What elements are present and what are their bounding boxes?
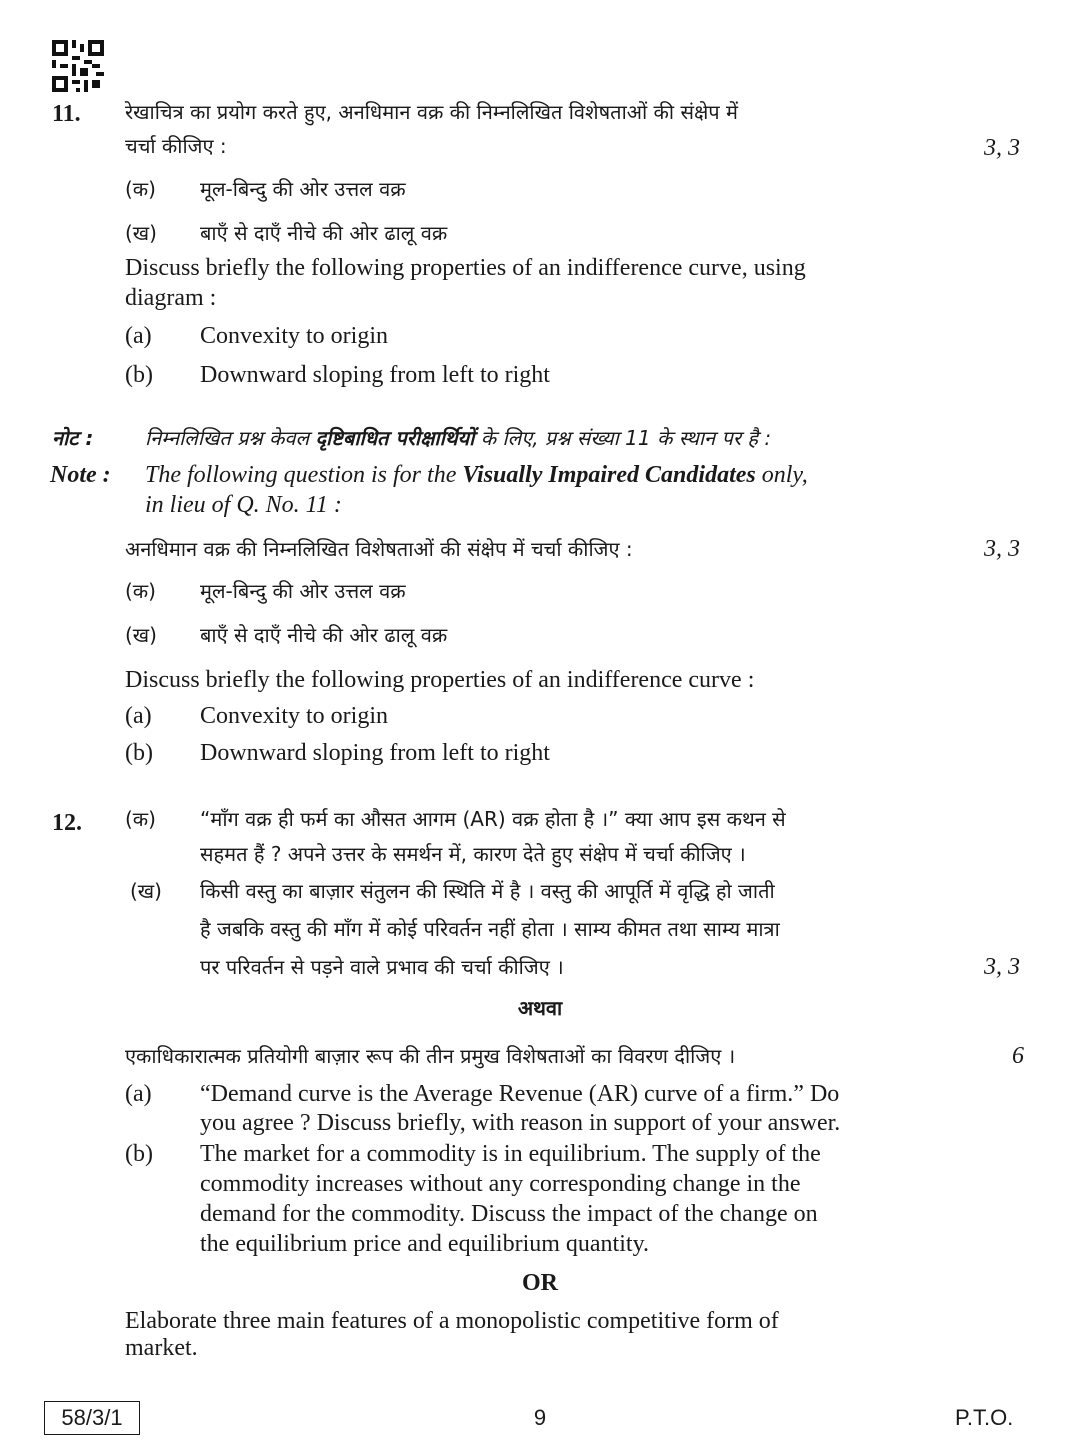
marks: 3, 3: [984, 954, 1020, 980]
alternative-question-hindi: एकाधिकारात्मक प्रतियोगी बाज़ार रूप की तीन प्रमुख विशेषताओं का विवरण दीजिए ।: [125, 1044, 736, 1068]
part-text-hindi: सहमत हैं ? अपने उत्तर के समर्थन में, कारण देते हुए संक्षेप में चर्चा कीजिए ।: [200, 842, 746, 866]
part-text-english: the equilibrium price and equilibrium quantity.: [200, 1231, 650, 1257]
marks: 3, 3: [984, 135, 1020, 161]
note-label-english: Note :: [50, 462, 111, 488]
note-text-english: in lieu of Q. No. 11 :: [145, 492, 342, 518]
part-label: (a): [125, 703, 152, 729]
qr-code-icon: [52, 40, 104, 92]
part-text-english: Convexity to origin: [200, 323, 388, 349]
or-separator-english: OR: [522, 1270, 558, 1296]
part-text-hindi: बाएँ से दाएँ नीचे की ओर ढालू वक्र: [200, 623, 448, 647]
pto-label: P.T.O.: [955, 1405, 1014, 1430]
part-label: (क): [125, 579, 156, 603]
part-text-english: Convexity to origin: [200, 703, 388, 729]
part-text-hindi: “माँग वक्र ही फर्म का औसत आगम (AR) वक्र होता है ।” क्या आप इस कथन से: [200, 807, 786, 831]
part-label: (b): [125, 362, 153, 388]
part-label: (b): [125, 1141, 153, 1167]
part-label: (a): [125, 1081, 152, 1107]
question-number: 12.: [52, 810, 82, 836]
marks: 6: [1012, 1043, 1024, 1069]
part-text-english: demand for the commodity. Discuss the impact of the change on: [200, 1201, 818, 1227]
note-label-hindi: नोट :: [52, 426, 94, 450]
question-text-english: Discuss briefly the following properties of an indifference curve, using: [125, 255, 806, 281]
part-label: (ख): [130, 879, 162, 903]
part-text-english: commodity increases without any corresponding change in the: [200, 1171, 801, 1197]
part-text-hindi: है जबकि वस्तु की माँग में कोई परिवर्तन नहीं होता । साम्य कीमत तथा साम्य मात्रा: [200, 917, 780, 941]
part-text-english: The market for a commodity is in equilibrium. The supply of the: [200, 1141, 821, 1167]
question-text-hindi: अनधिमान वक्र की निम्नलिखित विशेषताओं की संक्षेप में चर्चा कीजिए :: [125, 537, 633, 561]
part-text-english: Downward sloping from left to right: [200, 740, 550, 766]
part-label: (क): [125, 177, 156, 201]
part-text-hindi: मूल-बिन्दु की ओर उत्तल वक्र: [200, 177, 406, 201]
question-text-hindi: रेखाचित्र का प्रयोग करते हुए, अनधिमान वक्र की निम्नलिखित विशेषताओं की संक्षेप में: [125, 100, 738, 124]
question-text-english: diagram :: [125, 285, 217, 311]
or-separator-hindi: अथवा: [517, 996, 563, 1020]
part-text-english: you agree ? Discuss briefly, with reason in support of your answer.: [200, 1110, 841, 1136]
part-text-english: Downward sloping from left to right: [200, 362, 550, 388]
marks: 3, 3: [984, 536, 1020, 562]
paper-code: 58/3/1: [61, 1405, 123, 1430]
question-number: 11.: [52, 101, 81, 127]
part-label: (a): [125, 323, 152, 349]
part-text-hindi: पर परिवर्तन से पड़ने वाले प्रभाव की चर्चा कीजिए ।: [200, 955, 564, 979]
note-text-english: The following question is for the Visually Impaired Candidates only,: [145, 462, 808, 488]
question-text-english: Discuss briefly the following properties of an indifference curve :: [125, 667, 755, 693]
alternative-question-english: Elaborate three main features of a monopolistic competitive form of: [125, 1308, 779, 1334]
question-text-hindi: चर्चा कीजिए :: [125, 134, 227, 158]
part-label: (ख): [125, 623, 157, 647]
part-text-hindi: मूल-बिन्दु की ओर उत्तल वक्र: [200, 579, 406, 603]
note-text-hindi: निम्नलिखित प्रश्न केवल दृष्टिबाधित परीक्षार्थियों के लिए, प्रश्न संख्या 11 के स्थान पर है :: [145, 426, 772, 450]
part-label: (क): [125, 807, 156, 831]
page-number: 9: [533, 1405, 547, 1430]
part-text-english: “Demand curve is the Average Revenue (AR) curve of a firm.” Do: [200, 1081, 840, 1107]
part-label: (b): [125, 740, 153, 766]
part-label: (ख): [125, 221, 157, 245]
alternative-question-english: market.: [125, 1335, 198, 1361]
part-text-hindi: किसी वस्तु का बाज़ार संतुलन की स्थिति में है । वस्तु की आपूर्ति में वृद्धि हो जाती: [200, 879, 775, 903]
part-text-hindi: बाएँ से दाएँ नीचे की ओर ढालू वक्र: [200, 221, 448, 245]
